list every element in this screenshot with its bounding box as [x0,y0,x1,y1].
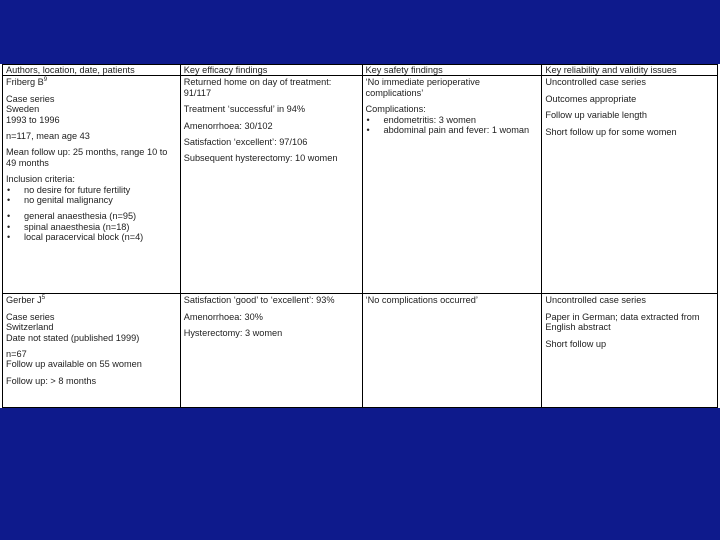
follow-up-duration: Follow up: > 8 months [6,375,97,386]
cell-efficacy [180,294,362,408]
cell-authors [3,76,181,294]
inclusion-label: Inclusion criteria: [6,174,75,185]
header-safety: Key safety findings [362,65,542,76]
evidence-table [2,64,718,408]
cell-safety [362,76,542,294]
author-name: Gerber J [6,295,42,306]
cell-safety [362,294,542,408]
list-item: • no desire for future fertility [6,185,177,195]
cell-authors [3,294,181,408]
efficacy-finding: Amenorrhoea: 30/102 [183,120,273,131]
reliability-issue: Short follow up [545,338,607,349]
efficacy-finding: Treatment ‘successful’ in 94% [183,104,306,115]
reference-number: 9 [43,77,48,84]
header-reliability: Key reliability and validity issues [542,65,718,76]
reliability-issue: Uncontrolled case series [545,295,646,306]
header-efficacy: Key efficacy findings [180,65,362,76]
study-location: Sweden [6,104,40,115]
reliability-issue: Outcomes appropriate [545,93,637,104]
table-header-row [3,65,718,76]
efficacy-finding: Subsequent hysterectomy: 10 women [183,153,338,164]
reliability-issue: Paper in German; data extracted from English abstract [545,311,700,333]
list-item: • no genital malignancy [6,195,177,205]
table-row [3,294,718,408]
study-type: Case series [6,93,55,104]
reliability-issue: Follow up variable length [545,110,647,121]
author-name: Friberg B [6,77,44,88]
study-location: Switzerland [6,322,54,333]
reliability-issue: Short follow up for some women [545,126,677,137]
follow-up-duration: Mean follow up: 25 months, range 10 to 49 months [6,147,168,168]
patient-count: n=67 [6,349,27,360]
list-item: • local paracervical block (n=4) [6,232,177,242]
follow-up-available: Follow up available on 55 women [6,359,142,370]
cell-efficacy [180,76,362,294]
evidence-table-slide [0,64,720,408]
complications-list [366,115,539,136]
list-item: • spinal anaesthesia (n=18) [6,222,177,232]
table-row [3,76,718,294]
cell-reliability [542,294,718,408]
list-item: • abdominal pain and fever: 1 woman [366,125,539,135]
cell-reliability [542,76,718,294]
safety-note: ‘No complications occurred’ [365,295,478,306]
efficacy-finding: Hysterectomy: 3 women [183,328,283,339]
efficacy-finding: Returned home on day of treatment: 91/117 [183,77,332,98]
reference-number: 5 [41,295,46,302]
safety-note: ‘No immediate perioperative complications’ [365,77,480,98]
list-item: • general anaesthesia (n=95) [6,211,177,221]
header-authors: Authors, location, date, patients [3,65,181,76]
study-dates: Date not stated (published 1999) [6,332,140,343]
efficacy-finding: Satisfaction ‘excellent’: 97/106 [183,137,308,148]
anaesthesia-list [6,211,177,242]
complications-label: Complications: [365,104,426,115]
list-item: • endometritis: 3 women [366,115,539,125]
reliability-issue: Uncontrolled case series [545,77,646,88]
efficacy-finding: Amenorrhoea: 30% [183,311,263,322]
study-dates: 1993 to 1996 [6,114,60,125]
inclusion-list [6,185,177,206]
study-type: Case series [6,311,55,322]
efficacy-finding: Satisfaction ‘good’ to ‘excellent’: 93% [183,295,335,306]
patient-count: n=117, mean age 43 [6,131,90,142]
